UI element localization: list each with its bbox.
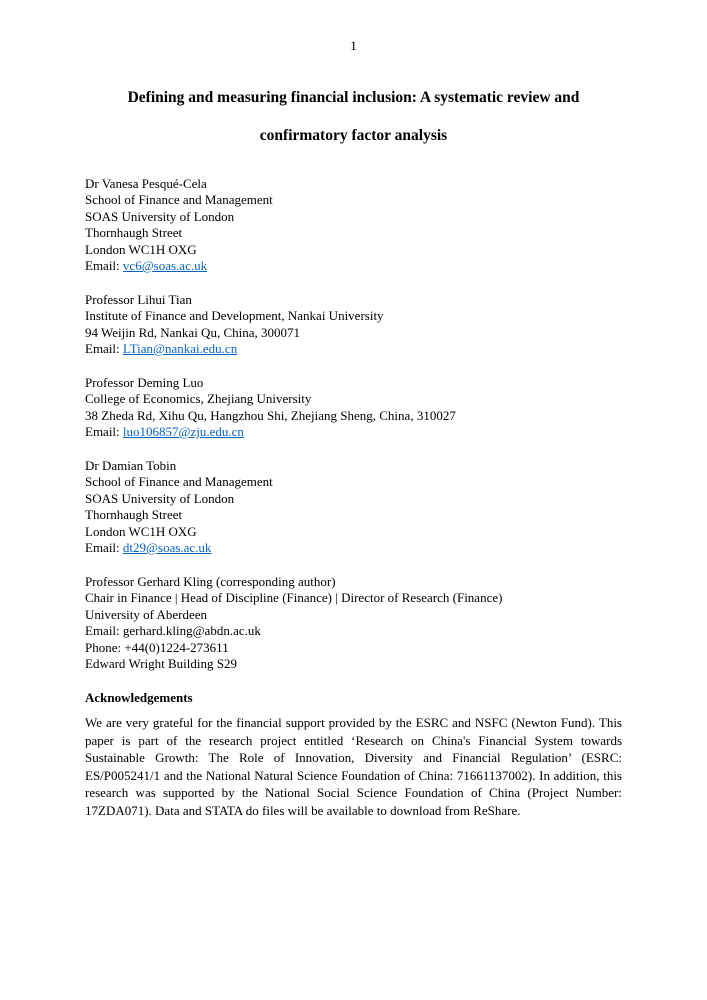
email-link[interactable]: dt29@soas.ac.uk bbox=[122, 540, 212, 555]
address-line: London WC1H OXG bbox=[85, 523, 197, 539]
email-label: Email: bbox=[85, 424, 123, 439]
email-line-plain: Email: gerhard.kling@abdn.ac.uk bbox=[85, 623, 261, 638]
address-line: Thornhaugh Street bbox=[85, 225, 183, 240]
address-line: 38 Zheda Rd, Xihu Qu, Hangzhou Shi, Zhejiang Sheng, China, 310027 bbox=[85, 407, 456, 423]
author-name: Professor Gerhard Kling (corresponding author) bbox=[85, 573, 336, 589]
author-name: Dr Damian Tobin bbox=[85, 457, 177, 473]
address-line: London WC1H OXG bbox=[85, 241, 197, 257]
page-number: 1 bbox=[350, 38, 357, 53]
role-line: Chair in Finance | Head of Discipline (Finance) | Director of Research (Finance) bbox=[85, 590, 503, 605]
affiliation-line: School of Finance and Management bbox=[85, 474, 273, 489]
author-block-tobin bbox=[85, 458, 622, 557]
email-line bbox=[85, 540, 622, 557]
email-link[interactable]: luo106857@zju.edu.cn bbox=[122, 424, 244, 439]
paper-title-line-2: confirmatory factor analysis bbox=[259, 126, 448, 144]
paper-title-line-1: Defining and measuring financial inclusion: A systematic review and bbox=[127, 88, 580, 106]
author-name: Dr Vanesa Pesqué-Cela bbox=[85, 175, 207, 191]
acknowledgements-body: We are very grateful for the financial support provided by the ESRC and NSFC (Newton Fund). This paper is part of the research project entitled ‘Research on China's Financial System towards Sustainable Growth: The Role of Innovation, Diversity and Financial Regulation’ (ESRC: ES/P005241/1 and the National Natural Science Foundation of China: 71661137002). In addition, this research was supported by the National Social Science Foundation of China (Project Number: 17ZDA071). Data and STATA do files will be available to download from ReShare. bbox=[85, 715, 622, 818]
email-line bbox=[85, 258, 622, 275]
paper-title bbox=[85, 88, 622, 145]
acknowledgements-section bbox=[85, 690, 622, 820]
author-block-pesque-cela bbox=[85, 176, 622, 275]
author-block-tian bbox=[85, 292, 622, 358]
author-block-kling bbox=[85, 574, 622, 673]
address-line: 94 Weijin Rd, Nankai Qu, China, 300071 bbox=[85, 324, 301, 340]
affiliation-line: SOAS University of London bbox=[85, 490, 235, 506]
email-line bbox=[85, 424, 622, 441]
affiliation-line: Institute of Finance and Development, Nankai University bbox=[85, 308, 384, 323]
author-block-luo bbox=[85, 375, 622, 441]
author-name: Professor Deming Luo bbox=[85, 374, 204, 390]
email-label: Email: bbox=[85, 540, 123, 555]
address-line: Edward Wright Building S29 bbox=[85, 656, 237, 671]
affiliation-line: University of Aberdeen bbox=[85, 606, 208, 622]
email-link[interactable]: vc6@soas.ac.uk bbox=[122, 258, 208, 273]
affiliation-line: College of Economics, Zhejiang University bbox=[85, 391, 312, 406]
author-name: Professor Lihui Tian bbox=[85, 291, 192, 307]
email-line bbox=[85, 341, 622, 358]
email-label: Email: bbox=[85, 341, 123, 356]
acknowledgements-heading: Acknowledgements bbox=[85, 689, 193, 705]
address-line: Thornhaugh Street bbox=[85, 507, 183, 522]
affiliation-line: SOAS University of London bbox=[85, 208, 235, 224]
email-link[interactable]: LTian@nankai.edu.cn bbox=[122, 341, 238, 356]
author-list bbox=[85, 176, 622, 673]
affiliation-line: School of Finance and Management bbox=[85, 192, 273, 207]
phone-line: Phone: +44(0)1224-273611 bbox=[85, 639, 229, 655]
email-label: Email: bbox=[85, 258, 123, 273]
